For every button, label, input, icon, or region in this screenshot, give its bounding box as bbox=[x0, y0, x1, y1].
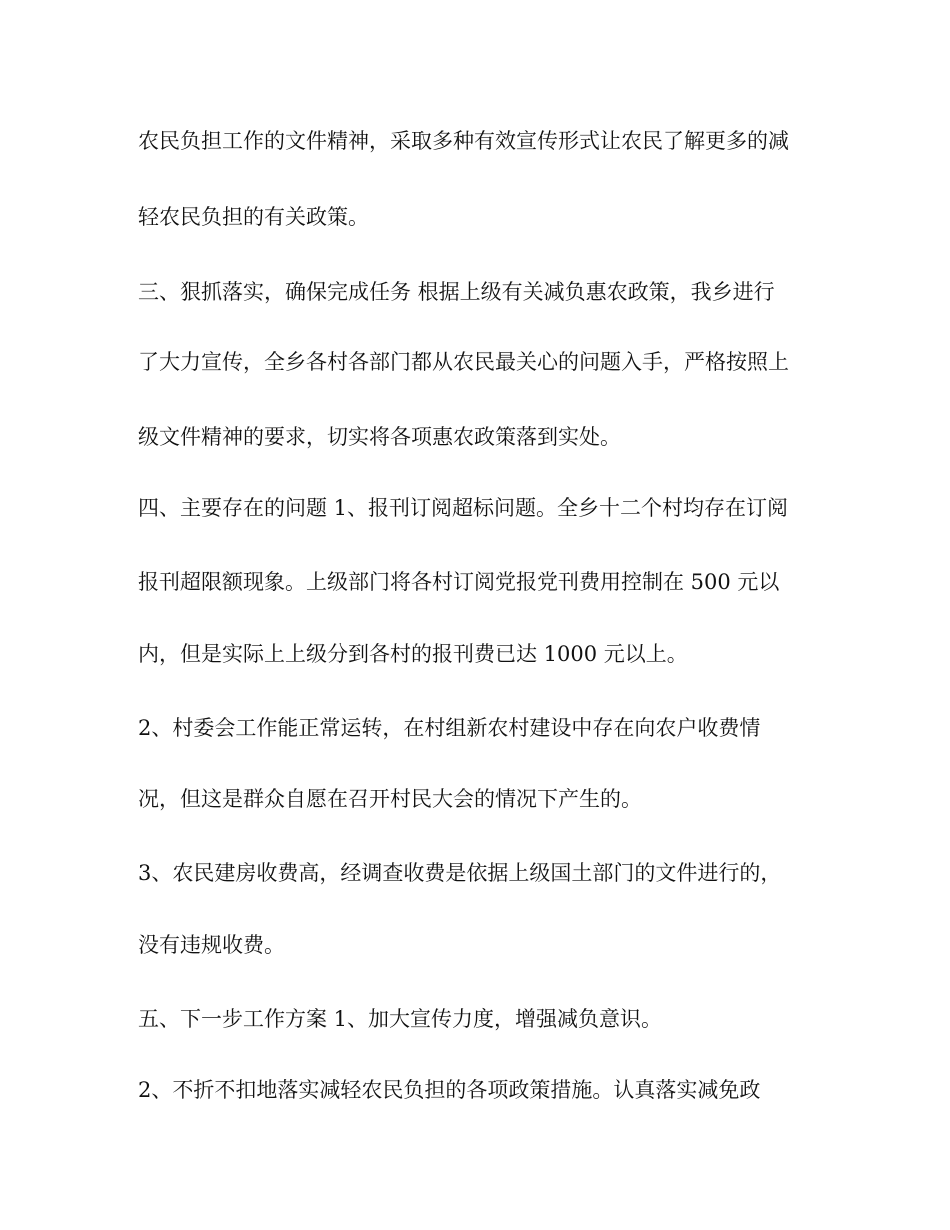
text-line-9: 2、村委会工作能正常运转，在村组新农村建设中存在向农户收费情 bbox=[138, 716, 761, 740]
text-line-3: 三、狠抓落实，确保完成任务 根据上级有关减负惠农政策，我乡进行 bbox=[138, 280, 775, 304]
text-line-7: 报刊超限额现象。上级部门将各村订阅党报党刊费用控制在 500 元以 bbox=[138, 570, 780, 594]
text-line-1: 农民负担工作的文件精神，采取多种有效宣传形式让农民了解更多的减 bbox=[138, 129, 789, 153]
text-line-5: 级文件精神的要求，切实将各项惠农政策落到实处。 bbox=[138, 425, 621, 449]
text-line-11: 3、农民建房收费高，经调查收费是依据上级国土部门的文件进行的， bbox=[138, 861, 782, 885]
text-line-12: 没有违规收费。 bbox=[138, 933, 285, 957]
text-line-4: 了大力宣传，全乡各村各部门都从农民最关心的问题入手，严格按照上 bbox=[138, 350, 789, 374]
text-line-2: 轻农民负担的有关政策。 bbox=[138, 205, 369, 229]
text-line-10: 况，但这是群众自愿在召开村民大会的情况下产生的。 bbox=[138, 787, 642, 811]
text-line-8: 内，但是实际上上级分到各村的报刊费已达 1000 元以上。 bbox=[138, 642, 688, 666]
text-line-6: 四、主要存在的问题 1、报刊订阅超标问题。全乡十二个村均存在订阅 bbox=[138, 496, 789, 520]
text-line-14: 2、不折不扣地落实减轻农民负担的各项政策措施。认真落实减免政 bbox=[138, 1078, 761, 1102]
text-line-13: 五、下一步工作方案 1、加大宣传力度，增强减负意识。 bbox=[138, 1007, 663, 1031]
